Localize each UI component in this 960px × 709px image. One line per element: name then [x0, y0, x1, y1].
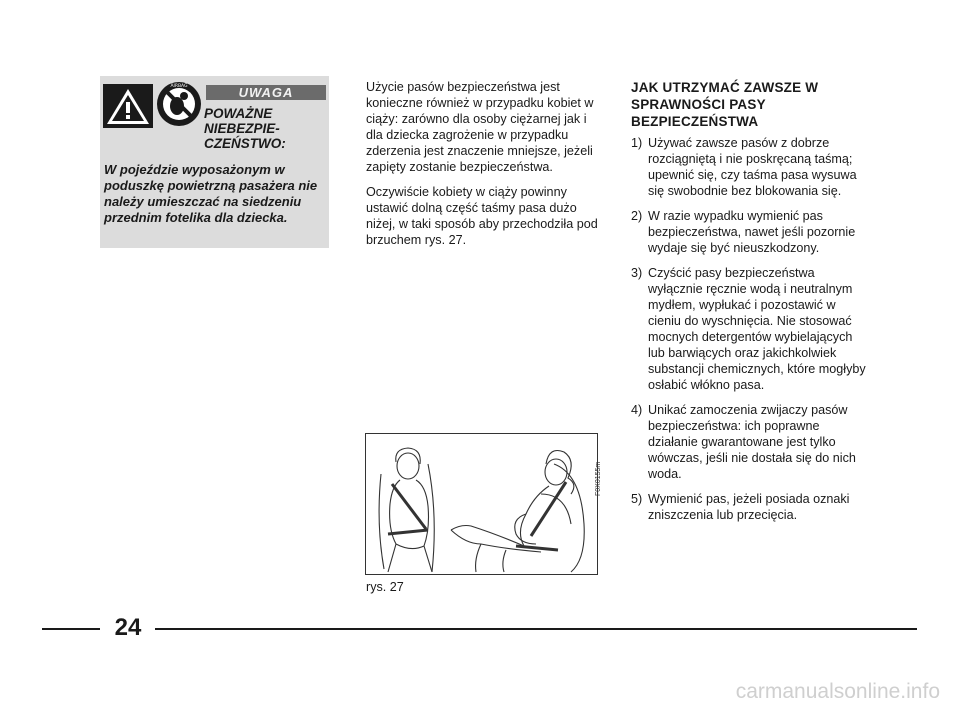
list-item: 2) W razie wypadku wymienić pas bezpieczeństwa, nawet jeśli pozornie wydaje się być nieuszkodzony.	[631, 209, 856, 255]
watermark: carmanualsonline.info	[735, 680, 940, 703]
right-column	[631, 79, 871, 532]
warning-triangle-icon	[103, 84, 153, 128]
section-heading: JAK UTRZYMAĆ ZAWSZE W SPRAWNOŚCI PASY BEZPIECZEŃSTWA	[631, 80, 819, 129]
no-child-seat-airbag-icon	[156, 81, 202, 127]
page-number: 24	[114, 614, 142, 641]
footer-rule-right	[155, 628, 917, 630]
warning-box	[100, 76, 329, 248]
airbag-icon-text: AIRBAG	[170, 84, 188, 89]
figure-seatbelt-illustration	[365, 433, 598, 575]
figure-caption: rys. 27	[366, 580, 404, 594]
figure-code: F0X0155m	[595, 461, 602, 496]
list-item: 1) Używać zawsze pasów z dobrze rozciągniętą i nie poskręcaną taśmą; upewnić się, czy taśma pasa wysuwa się swobodnie bez blokowania się.	[631, 136, 857, 198]
warning-label: UWAGA	[206, 85, 326, 100]
figure-code-vertical	[593, 438, 602, 498]
pregnant-woman-seatbelt-drawing	[366, 434, 597, 574]
middle-column	[366, 79, 602, 257]
warning-heading: POWAŻNE NIEBEZPIE- CZEŃSTWO:	[204, 106, 286, 151]
list-item: 3) Czyścić pasy bezpieczeństwa wyłącznie ręcznie wodą i neutralnym mydłem, wypłukać i pozostawić w cieniu do wyschnięcia. Nie stosować mocnych detergentów wybielających lub barwiących oraz jakichkolwiek substancji chemicznych, które mogłyby osłabić włókno pasa.	[631, 266, 866, 392]
list-item: 5) Wymienić pas, jeżeli posiada oznaki zniszczenia lub przecięcia.	[631, 492, 850, 522]
paragraph: Użycie pasów bezpieczeństwa jest konieczne również w przypadku kobiet w ciąży: zarówno dla osoby ciężarnej jak i dla dziecka zagrożenie w przypadku zderzenia jest znaczenie mniejsze, jeżeli zapięty zostanie bezpieczeństwa.	[366, 80, 594, 174]
warning-text: W pojeździe wyposażonym w poduszkę powietrzną pasażera nie należy umieszczać na siedzeniu przednim fotelika dla dziecka.	[104, 162, 318, 225]
list-item: 4) Unikać zamoczenia zwijaczy pasów bezpieczeństwa: ich poprawne działanie gwarantowane jest tylko wówczas, jeśli nie dostała się do nich woda.	[631, 403, 856, 481]
maintenance-list	[631, 135, 871, 523]
paragraph: Oczywiście kobiety w ciąży powinny ustawić dolną część taśmy pasa dużo niżej, w taki sposób aby przechodziła pod brzuchem rys. 27.	[366, 185, 598, 247]
footer-rule-left	[42, 628, 100, 630]
seat-outline	[379, 474, 384, 569]
